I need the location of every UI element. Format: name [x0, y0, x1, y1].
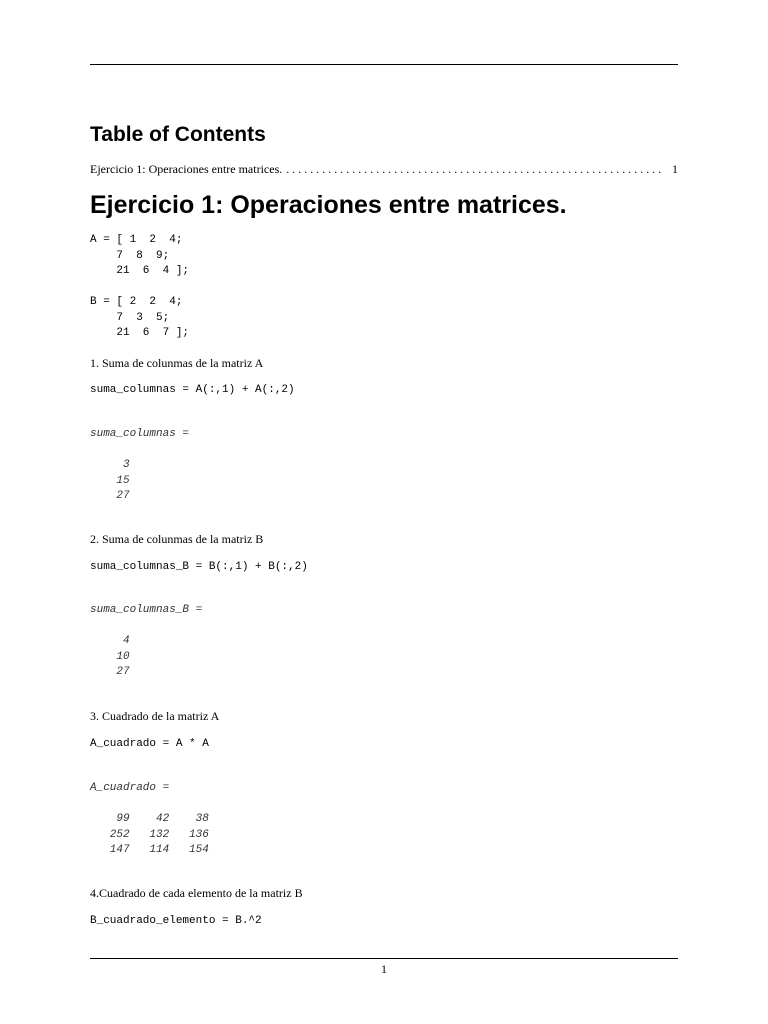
code-cuadrado-a: A_cuadrado = A * A	[90, 738, 209, 750]
output-suma-b-values: 4 10 27	[116, 635, 130, 679]
section-title: Ejercicio 1: Operaciones entre matrices.	[90, 191, 567, 219]
toc-leader-dots	[286, 162, 664, 177]
toc-entry-label[interactable]: Ejercicio 1: Operaciones entre matrices.	[90, 162, 283, 176]
output-suma-b-label: suma_columnas_B =	[90, 604, 203, 616]
code-suma-b: suma_columnas_B = B(:,1) + B(:,2)	[90, 561, 308, 573]
code-suma-a: suma_columnas = A(:,1) + A(:,2)	[90, 384, 295, 396]
toc-entry-page[interactable]: 1	[672, 162, 678, 176]
footer-rule	[90, 958, 678, 959]
toc-entry[interactable]	[90, 162, 678, 177]
output-suma-a-values: 3 15 27	[116, 459, 130, 503]
step-1-text: 1. Suma de colunmas de la matriz A	[90, 356, 264, 370]
page-number: 1	[381, 962, 387, 976]
toc-heading: Table of Contents	[90, 123, 266, 146]
step-3-text: 3. Cuadrado de la matriz A	[90, 709, 220, 723]
code-matrix-b: B = [ 2 2 4; 7 3 5; 21 6 7 ];	[90, 296, 190, 340]
output-cuadrado-a-label: A_cuadrado =	[90, 782, 170, 794]
step-2-text: 2. Suma de colunmas de la matriz B	[90, 532, 264, 546]
code-matrix-a: A = [ 1 2 4; 7 8 9; 21 6 4 ];	[90, 234, 190, 278]
header-rule	[90, 64, 678, 65]
output-cuadrado-a-values: 99 42 38 252 132 136 147 114 154	[109, 813, 209, 857]
step-4-text: 4.Cuadrado de cada elemento de la matriz B	[90, 886, 303, 900]
output-suma-a-label: suma_columnas =	[90, 428, 190, 440]
code-cuadrado-elemento-b: B_cuadrado_elemento = B.^2	[90, 915, 262, 927]
